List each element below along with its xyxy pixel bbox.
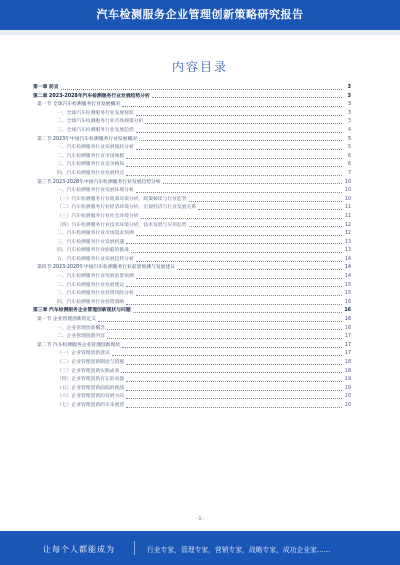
toc-entry-page: 12 [344, 222, 351, 228]
toc-leader-dots [126, 175, 342, 176]
toc-entry-page: 15 [344, 291, 351, 297]
toc-entry-label: 第三节 2023-2028年中国汽车检测服务行业发展趋势分析 [37, 179, 162, 188]
toc-entry[interactable] [33, 350, 351, 359]
toc-entry-page: 4 [347, 127, 351, 133]
toc-entry-page: 16 [344, 317, 351, 323]
toc-entry[interactable] [33, 84, 351, 93]
toc-leader-dots [61, 89, 342, 90]
toc-entry-label: 第三章 汽车检测服务企业管理创新现状与问题 [33, 307, 132, 316]
toc-leader-dots [126, 158, 342, 159]
toc-entry-page: 16 [344, 325, 351, 331]
toc-leader-dots [126, 390, 342, 391]
toc-entry-label: （七）企业管理创新的未来展望 [57, 402, 125, 411]
toc-entry-page: 14 [344, 256, 351, 262]
toc-entry-page: 3 [347, 93, 351, 99]
toc-entry[interactable] [33, 144, 351, 153]
toc-entry[interactable] [33, 393, 351, 402]
toc-entry-label: 第二节 2023年中国汽车检测服务行业发展概况 [37, 136, 138, 145]
toc-leader-dots [152, 97, 342, 98]
toc-entry-page: 16 [344, 299, 351, 305]
toc-entry[interactable] [33, 299, 351, 308]
toc-entry[interactable] [33, 325, 351, 334]
toc-entry[interactable] [33, 187, 351, 196]
toc-entry[interactable] [33, 385, 351, 394]
toc-entry-page: 10 [344, 188, 351, 194]
toc-entry[interactable] [33, 153, 351, 162]
toc-entry[interactable] [33, 230, 351, 239]
toc-entry-page: 18 [344, 360, 351, 365]
toc-leader-dots [136, 149, 342, 150]
toc-entry-page: 12 [344, 231, 351, 237]
toc-entry-page: 17 [344, 342, 351, 348]
header-bar [0, 0, 400, 30]
toc-entry-label: （一）企业管理创新意识 [57, 350, 111, 359]
toc-entry-page: 20 [344, 394, 351, 400]
toc-entry-page: 17 [344, 351, 351, 357]
toc-entry[interactable] [33, 118, 351, 127]
toc-entry-page: 15 [344, 282, 351, 288]
toc-leader-dots [126, 407, 342, 408]
toc-entry[interactable] [33, 204, 351, 213]
toc-entry-label: （二）汽车检测服务行业经济环境分析，宏观经济与行业发展关系 [57, 204, 197, 213]
toc-heading: 内容目录 [171, 60, 228, 74]
table-of-contents [33, 84, 351, 411]
toc-entry-page: 5 [347, 136, 351, 142]
toc-leader-dots [133, 312, 342, 313]
toc-entry-label: 第二节 汽车检测服务企业管理创新现状 [37, 342, 121, 351]
toc-entry-label: 一、汽车检测服务行业发展现状分析 [57, 144, 135, 153]
toc-entry-page: 11 [344, 205, 351, 211]
toc-entry-page: 5 [347, 145, 351, 151]
toc-entry-label: （五）企业管理创新面临的挑战 [57, 385, 125, 394]
toc-entry[interactable] [33, 239, 351, 248]
toc-entry-page: 20 [344, 402, 351, 408]
toc-entry-page: 16 [344, 308, 351, 314]
toc-leader-dots [136, 278, 342, 279]
toc-entry-page: 7 [347, 170, 351, 176]
toc-leader-dots [136, 295, 342, 296]
toc-entry-label: （二）企业管理创新制度与措施 [57, 359, 125, 368]
toc-entry-page: 14 [344, 265, 351, 271]
toc-entry-label: （四）汽车检测服务行业技术环境分析，技术发展与应用趋势 [57, 222, 188, 231]
toc-entry-label: 第一节 全球汽车检测服务行业发展概况 [37, 101, 121, 110]
toc-entry-label: （六）企业管理创新的发展方向 [57, 393, 125, 402]
toc-leader-dots [189, 226, 342, 227]
toc-leader-dots [145, 123, 342, 124]
toc-entry[interactable] [33, 247, 351, 256]
toc-entry-page: 19 [344, 385, 351, 391]
footer-slogan: 让每个人都能成为 [43, 545, 115, 554]
toc-entry-page: 10 [344, 179, 351, 185]
toc-entry-label: （三）企业管理创新实践成效 [57, 368, 120, 377]
toc-entry-page: 13 [344, 239, 351, 245]
toc-entry-label: 一、汽车检测服务行业发展前景预测 [57, 273, 135, 282]
toc-entry-page: 3 [347, 102, 351, 108]
toc-entry[interactable] [33, 273, 351, 282]
footer-bar [0, 531, 400, 565]
toc-leader-dots [163, 183, 342, 184]
toc-entry[interactable] [33, 316, 351, 325]
toc-entry[interactable] [33, 127, 351, 136]
toc-entry[interactable] [33, 101, 351, 110]
toc-entry-label: 第一章 前言 [33, 84, 60, 93]
toc-entry-label: 三、汽车检测服务行业发展机遇 [57, 239, 125, 248]
toc-entry-page: 11 [344, 213, 351, 219]
toc-entry-page: 3 [347, 110, 351, 116]
toc-entry-label: 二、汽车检测服务行业市场规模 [57, 153, 125, 162]
toc-entry[interactable] [33, 282, 351, 291]
toc-entry-page: 3 [347, 85, 351, 90]
toc-leader-dots [122, 106, 342, 107]
toc-leader-dots [98, 321, 342, 322]
toc-leader-dots [126, 304, 342, 305]
toc-entry[interactable] [33, 136, 351, 145]
page-number: -1- [196, 516, 204, 522]
toc-leader-dots [122, 347, 342, 348]
toc-entry[interactable] [33, 256, 351, 265]
toc-leader-dots [131, 252, 342, 253]
toc-entry-page: 10 [344, 196, 351, 202]
toc-entry[interactable] [33, 342, 351, 351]
toc-leader-dots [126, 398, 342, 399]
toc-entry-page: 18 [344, 368, 351, 374]
toc-entry-label: 三、汽车检测服务行业竞争格局 [57, 161, 125, 170]
footer-tagline: 行业专家，管理专家，营销专家，战略专家，成功企业家…… [147, 546, 331, 554]
toc-entry-label: 二、汽车检测服务行业市场需求预测 [57, 230, 135, 239]
toc-entry-page: 19 [344, 377, 351, 383]
toc-leader-dots [121, 372, 342, 373]
toc-entry-label: 四、汽车检测服务行业投资策略 [57, 299, 125, 308]
toc-leader-dots [107, 329, 342, 330]
toc-entry-page: 14 [344, 274, 351, 280]
toc-entry-label: 二、企业管理创新内容 [57, 333, 106, 342]
toc-entry[interactable] [33, 93, 351, 102]
toc-leader-dots [139, 140, 342, 141]
toc-entry[interactable] [33, 222, 351, 231]
toc-entry[interactable] [33, 290, 351, 299]
toc-entry-label: 第四节 2023-2028年中国汽车检测服务行业前景预测与发展建议 [37, 264, 176, 273]
toc-entry-label: 第二章 2023-2028年汽车检测服务行业发展趋势分析 [33, 93, 151, 102]
toc-entry-label: （一）汽车检测服务行业政策环境分析，政策解读与行业监管 [57, 196, 188, 205]
toc-entry-label: 四、汽车检测服务行业发展特点 [57, 170, 125, 179]
toc-leader-dots [198, 209, 342, 210]
toc-entry-label: （四）企业管理创新存在的问题 [57, 376, 125, 385]
toc-entry[interactable] [33, 213, 351, 222]
toc-entry-label: （三）汽车检测服务行业社会环境分析 [57, 213, 140, 222]
toc-entry-page: 17 [344, 334, 351, 340]
toc-entry[interactable] [33, 359, 351, 368]
toc-leader-dots [126, 286, 342, 287]
report-title: 汽车检测服务企业管理创新策略研究报告 [96, 8, 304, 21]
toc-leader-dots [189, 201, 342, 202]
toc-entry[interactable] [33, 264, 351, 273]
toc-entry-label: 三、全球汽车检测服务行业发展趋势 [57, 127, 135, 136]
footer-divider [134, 541, 135, 555]
toc-entry-label: 三、汽车检测服务行业投资风险分析 [57, 290, 135, 299]
toc-entry[interactable] [33, 179, 351, 188]
toc-leader-dots [177, 269, 342, 270]
toc-entry-page: 6 [347, 162, 351, 168]
toc-leader-dots [141, 218, 342, 219]
header-stripe [0, 30, 400, 35]
toc-entry-page: 13 [344, 248, 351, 254]
toc-leader-dots [136, 235, 342, 236]
toc-leader-dots [136, 261, 342, 262]
toc-entry-label: 二、全球汽车检测服务行业市场规模分析 [57, 118, 144, 127]
toc-leader-dots [126, 166, 342, 167]
toc-entry-label: 二、汽车检测服务行业发展建议 [57, 282, 125, 291]
toc-entry[interactable] [33, 170, 351, 179]
toc-entry-label: 一、全球汽车检测服务行业发展现状 [57, 110, 135, 119]
toc-entry-label: 一、汽车检测服务行业发展环境分析 [57, 187, 135, 196]
toc-entry[interactable] [33, 333, 351, 342]
toc-entry[interactable] [33, 161, 351, 170]
toc-entry[interactable] [33, 402, 351, 411]
toc-entry[interactable] [33, 196, 351, 205]
toc-entry-page: 6 [347, 153, 351, 159]
toc-leader-dots [126, 364, 342, 365]
toc-entry[interactable] [33, 368, 351, 377]
toc-leader-dots [136, 192, 342, 193]
toc-entry-label: 四、汽车检测服务行业面临的挑战 [57, 247, 130, 256]
toc-leader-dots [136, 115, 342, 116]
toc-entry[interactable] [33, 307, 351, 316]
toc-leader-dots [112, 355, 342, 356]
toc-entry[interactable] [33, 110, 351, 119]
toc-leader-dots [107, 338, 342, 339]
toc-entry-label: 一、企业管理创新概念 [57, 325, 106, 334]
toc-entry[interactable] [33, 376, 351, 385]
toc-entry-label: 五、汽车检测服务行业发展趋势分析 [57, 256, 135, 265]
toc-leader-dots [126, 243, 342, 244]
toc-leader-dots [136, 132, 342, 133]
toc-leader-dots [126, 381, 342, 382]
toc-entry-label: 第一节 企业管理创新的定义 [37, 316, 97, 325]
toc-entry-page: 3 [347, 119, 351, 125]
